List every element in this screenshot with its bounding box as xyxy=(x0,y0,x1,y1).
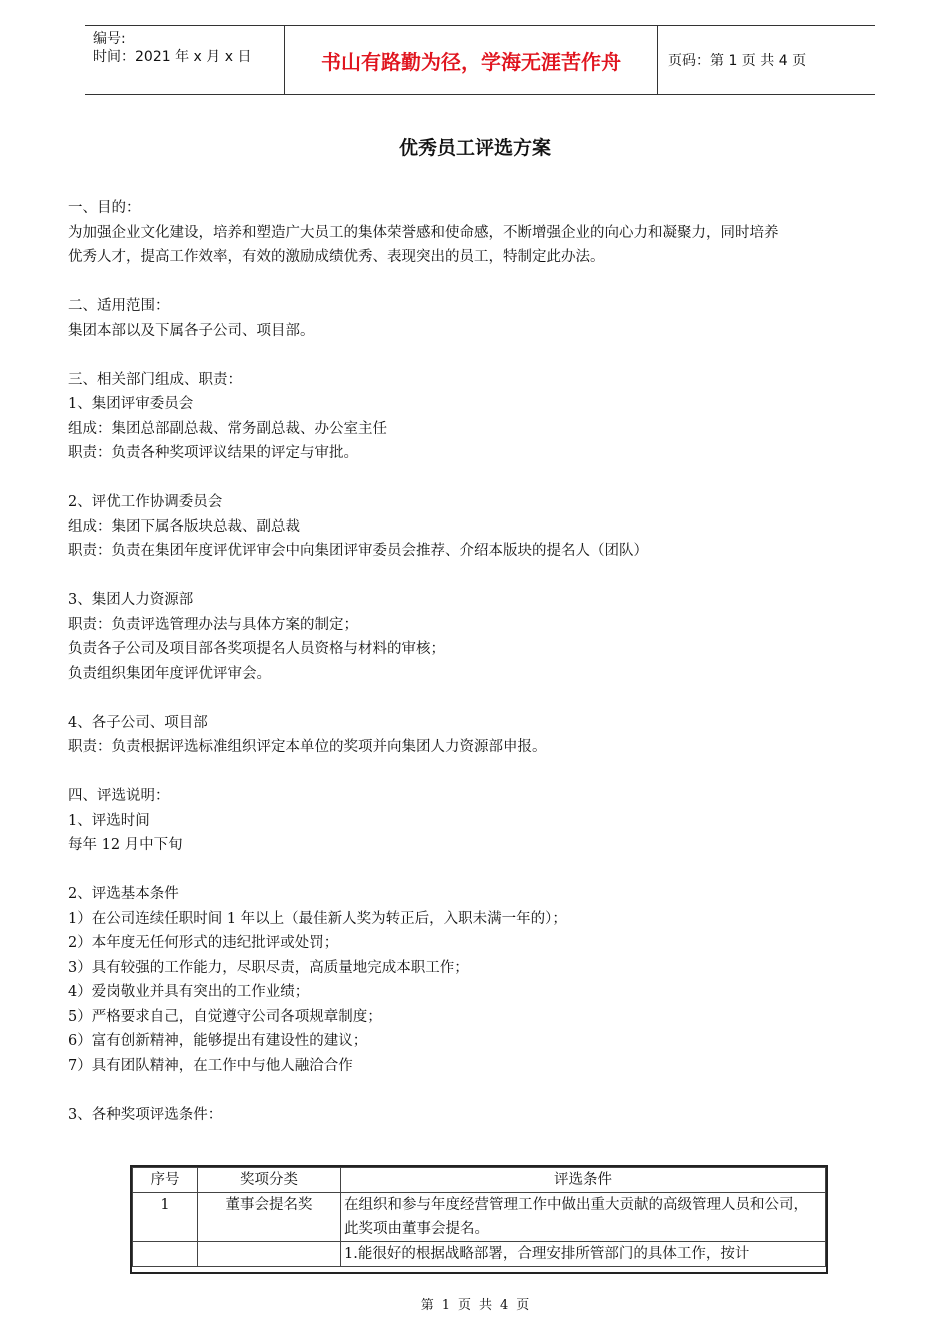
paragraph: 3、集团人力资源部 xyxy=(68,592,194,608)
paragraph: 一、目的： xyxy=(68,200,141,216)
paragraph: 1、集团评审委员会 xyxy=(68,396,194,412)
paragraph: 集团本部以及下属各子公司、项目部。 xyxy=(68,322,315,339)
paragraph: 2、评选基本条件 xyxy=(68,886,179,902)
paragraph: 7）具有团队精神，在工作中与他人融洽合作 xyxy=(68,1057,353,1074)
paragraph-gap xyxy=(68,564,890,589)
award-table xyxy=(130,1165,828,1274)
page-footer xyxy=(0,1294,950,1313)
table-header-row xyxy=(133,1168,826,1193)
table-row xyxy=(133,1242,826,1267)
paragraph: 5）严格要求自己，自觉遵守公司各项规章制度； xyxy=(68,1008,382,1025)
paragraph: 6）富有创新精神，能够提出有建设性的建议； xyxy=(68,1033,368,1049)
table-cell xyxy=(133,1242,198,1267)
paragraph: 为加强企业文化建设，培养和塑造广大员工的集体荣誉感和使命感，不断增强企业的向心力和凝聚力，同时培养 xyxy=(68,224,779,241)
table-cell xyxy=(198,1242,341,1267)
header-page-label: 页码：第 1 页 共 4 页 xyxy=(668,53,807,69)
footer-label: 第 xyxy=(420,1298,434,1313)
paragraph: 4）爱岗敬业并具有突出的工作业绩； xyxy=(68,984,310,1000)
paragraph-gap xyxy=(68,270,890,295)
table-cell: 1 xyxy=(133,1193,198,1242)
footer-label: 页 xyxy=(457,1298,471,1313)
footer-total-pages: 4 xyxy=(500,1298,509,1313)
document-title: 优秀员工评选方案 xyxy=(398,137,551,159)
serial-label: 编号: xyxy=(93,31,126,47)
paragraph: 1、评选时间 xyxy=(68,812,150,829)
paragraph: 优秀人才，提高工作效率，有效的激励成绩优秀、表现突出的员工，特制定此办法。 xyxy=(68,249,605,265)
paragraph: 2、评优工作协调委员会 xyxy=(68,494,223,510)
paragraph: 1）在公司连续任职时间 1 年以上（最佳新人奖为转正后，入职未满一年的）； xyxy=(68,910,567,927)
paragraph-gap xyxy=(68,343,890,368)
header-motto: 书山有路勤为径，学海无涯苦作舟 xyxy=(321,49,621,74)
header-meta xyxy=(93,30,283,66)
paragraph: 职责：负责评选管理办法与具体方案的制定； xyxy=(68,616,358,633)
paragraph: 职责：负责各种奖项评议结果的评定与审批。 xyxy=(68,445,358,461)
paragraph-gap xyxy=(68,760,890,785)
paragraph: 2）本年度无任何形式的违纪批评或处罚； xyxy=(68,935,339,951)
paragraph: 职责：负责根据评选标准组织评定本单位的奖项并向集团人力资源部申报。 xyxy=(68,739,547,755)
paragraph: 组成：集团总部副总裁、常务副总裁、办公室主任 xyxy=(68,420,387,437)
paragraph-gap xyxy=(68,1078,890,1103)
table-row xyxy=(133,1193,826,1242)
paragraph-gap xyxy=(68,466,890,491)
paragraph: 4、各子公司、项目部 xyxy=(68,714,208,731)
time-label: 时间：2021 年 x 月 x 日 xyxy=(93,49,252,65)
paragraph: 职责：负责在集团年度评优评审会中向集团评审委员会推荐、介绍本版块的提名人（团队） xyxy=(68,543,648,559)
paragraph: 每年 12 月中下旬 xyxy=(68,837,183,853)
header-divider xyxy=(657,26,658,94)
paragraph: 四、评选说明： xyxy=(68,788,170,804)
paragraph: 负责各子公司及项目部各奖项提名人员资格与材料的审核； xyxy=(68,641,445,657)
paragraph: 3、各种奖项评选条件： xyxy=(68,1106,223,1123)
table-header-cell: 奖项分类 xyxy=(198,1168,341,1193)
paragraph: 二、适用范围： xyxy=(68,298,170,314)
paragraph: 组成：集团下属各版块总裁、副总裁 xyxy=(68,518,300,535)
paragraph-gap xyxy=(68,686,890,711)
paragraph: 三、相关部门组成、职责： xyxy=(68,371,242,388)
paragraph: 3）具有较强的工作能力，尽职尽责，高质量地完成本职工作； xyxy=(68,959,469,976)
footer-label: 共 xyxy=(479,1298,493,1313)
table-header-cell: 序号 xyxy=(133,1168,198,1193)
table-cell: 1.能很好的根据战略部署，合理安排所管部门的具体工作，按计 xyxy=(341,1242,826,1267)
table-cell: 董事会提名奖 xyxy=(198,1193,341,1242)
document-body xyxy=(68,196,890,1127)
footer-page-number: 1 xyxy=(441,1298,450,1313)
table-header-cell: 评选条件 xyxy=(341,1168,826,1193)
paragraph-gap xyxy=(68,858,890,883)
footer-label: 页 xyxy=(516,1298,530,1313)
table-cell: 在组织和参与年度经营管理工作中做出重大贡献的高级管理人员和公司，此奖项由董事会提名。 xyxy=(341,1193,826,1242)
page-header xyxy=(85,25,875,95)
paragraph: 负责组织集团年度评优评审会。 xyxy=(68,665,271,682)
